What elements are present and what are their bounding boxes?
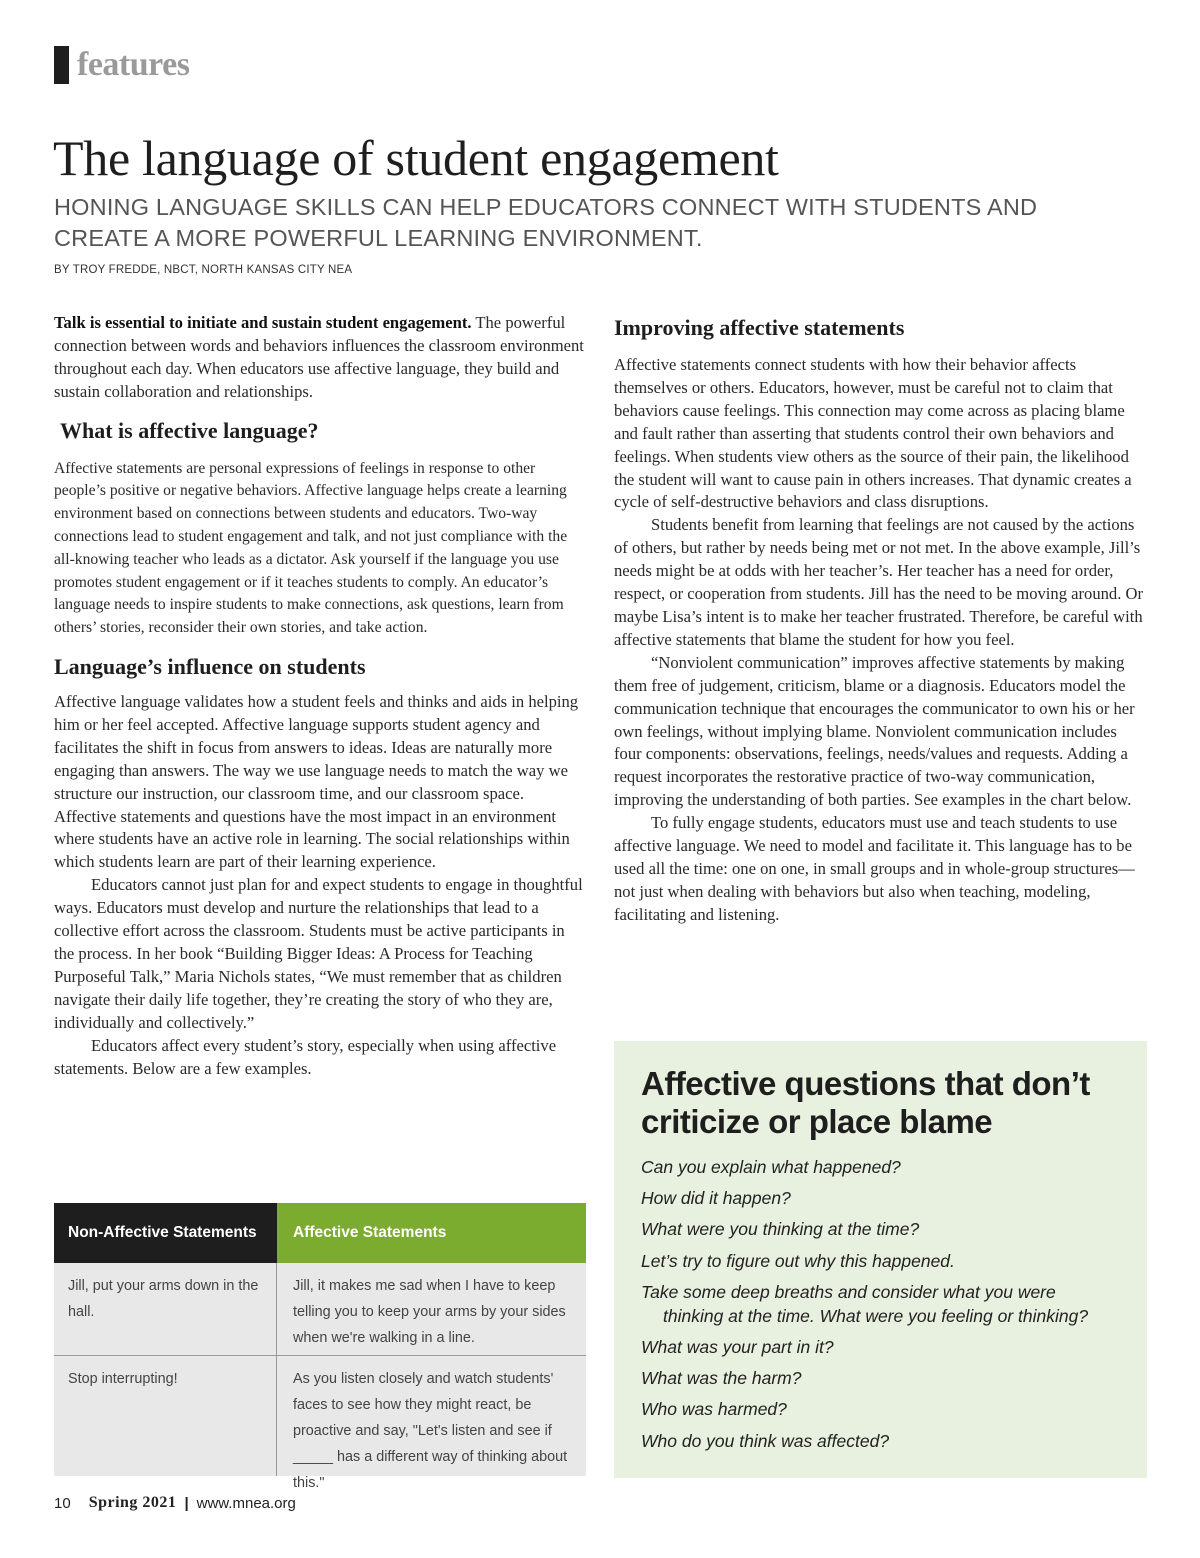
question-line: Take some deep breaths and consider what you were: [641, 1281, 1056, 1302]
heading-improving-affective-statements: Improving affective statements: [614, 315, 905, 340]
left-column: [54, 312, 587, 1080]
question-item: Can you explain what happened?: [641, 1157, 901, 1177]
table-row: [54, 1263, 586, 1356]
heading-language-influence: Language’s influence on students: [54, 654, 366, 679]
intro-paragraph: [54, 312, 587, 404]
question-item: [641, 1280, 1121, 1328]
intro-lead: Talk is essential to initiate and sustain student engagement.: [54, 313, 472, 332]
paragraph-influence-2: Educators cannot just plan for and expect students to engage in thoughtful ways. Educators must develop and nurture the relationships that lead to a collective effort across the classroom. Students must be active participants in the process. In her book “Building Bigger Ideas: A Process for Teaching Purposeful Talk,” Maria Nichols states, “We must remember that as children navigate their daily life together, they’re creating the story of who they are, individually and collectively.”: [54, 875, 583, 1032]
non-affective-cell: Stop interrupting!: [54, 1356, 277, 1476]
section-name: features: [77, 46, 190, 83]
footer-url[interactable]: www.mnea.org: [196, 1494, 296, 1512]
page-footer: [54, 1494, 296, 1512]
intro-body: The powerful connection between words and behaviors influences the classroom environment throughout each day. When educators use affective language, they build and sustain collaboration and relationships.: [54, 313, 584, 401]
paragraph-what-is-affective-language: Affective statements are personal expressions of feelings in response to other people’s positive or negative behaviors. Affective language helps create a learning environment based on connections between students and educators. Two-way connections lead to student engagement and talk, and not just compliance with the all-knowing teacher who leads as a dictator. Ask yourself if the language you use promotes student engagement or if it teaches students to comply. An educator’s language needs to inspire students to make connections, ask questions, learn from others’ stories, reconsider their own stories, and take action.: [54, 459, 568, 637]
affective-questions-sidebar: [614, 1041, 1147, 1478]
statements-table: [54, 1203, 586, 1491]
paragraph-improving-4: To fully engage students, educators must use and teach students to use affective language. We need to model and facilitate it. This language has to be used all the time: one on one, in small groups and in whole-group structures—not just when dealing with behaviors but also when teaching, modeling, facilitating and listening.: [614, 813, 1135, 924]
issue-label: Spring 2021: [88, 1494, 177, 1511]
header-affective: Affective Statements: [277, 1203, 586, 1263]
paragraph-improving-1: Affective statements connect students with how their behavior affects themselves or others. Educators, however, must be careful not to claim that behaviors cause feelings. This connection may come across as placing blame and fault rather than asserting that students control their own behaviors and feelings. When students view others as the source of their pain, the likelihood the student will want to cause pain in others increases. That dynamic creates a cycle of self-destructive behaviors and class disruptions.: [614, 355, 1132, 512]
question-item: Who was harmed?: [641, 1399, 787, 1420]
question-item: Who do you think was affected?: [641, 1430, 890, 1451]
question-item: What was the harm?: [641, 1368, 802, 1389]
paragraph-improving-3: “Nonviolent communication” improves affective statements by making them free of judgement, criticism, blame or a diagnosis. Educators model the communication technique that encourages the communicator to own his or her own feelings, without implying blame. Nonviolent communication includes four components: observations, feelings, needs/values and requests. Adding a request incorporates the restorative practice of two-way communication, improving the understanding of both parties. See examples in the chart below.: [614, 652, 1135, 810]
table-row: [54, 1356, 586, 1491]
non-affective-cell: Jill, put your arms down in the hall.: [54, 1263, 277, 1355]
question-item: What were you thinking at the time?: [641, 1219, 920, 1240]
right-column: [614, 312, 1148, 927]
heading-what-is-affective-language: What is affective language?: [60, 417, 319, 443]
sidebar-title: Affective questions that don’t criticize or place blame: [641, 1065, 1090, 1140]
article-subtitle: HONING LANGUAGE SKILLS CAN HELP EDUCATORS CONNECT WITH STUDENTS AND CREATE A MORE POWERFUL LEARNING ENVIRONMENT.: [54, 194, 1038, 251]
section-bar: [54, 46, 69, 84]
paragraph-improving-2: Students benefit from learning that feelings are not caused by the actions of others, but rather by needs being met or not met. In the above example, Jill’s needs might be at odds with her teacher’s. Her teacher has a need for order, respect, or cooperation from students. Jill has the need to be moving around. Or maybe Lisa’s intent is to make her teacher frustrated. Therefore, be careful with affective statements that blame the student for how you feel.: [614, 515, 1144, 649]
header-non-affective: Non-Affective Statements: [54, 1203, 277, 1263]
affective-cell: Jill, it makes me sad when I have to keep telling you to keep your arms by your sides when we're walking in a line.: [293, 1278, 566, 1346]
footer-separator: |: [184, 1494, 189, 1512]
question-item: How did it happen?: [641, 1188, 791, 1209]
paragraph-influence-3: Educators affect every student’s story, especially when using affective statements. Below are a few examples.: [54, 1035, 557, 1078]
page-number: 10: [54, 1494, 71, 1512]
question-item: Let’s try to figure out why this happened.: [641, 1250, 955, 1271]
paragraph-influence-1: Affective language validates how a student feels and thinks and aids in helping him or her feel accepted. Affective language supports student agency and facilitates the shift in focus from answers to ideas. Ideas are naturally more engaging than answers. The way we use language needs to match the way we structure our instruction, our classroom time, and our classroom space. Affective statements and questions have the most impact in an environment where students have an active role in learning. The social relationships within which students learn are part of their learning experience.: [54, 692, 579, 872]
affective-cell: As you listen closely and watch students' faces to see how they might react, be proactive and say, "Let's listen and see if _____ has a different way of thinking about this.": [293, 1371, 568, 1491]
question-item: What was your part in it?: [641, 1336, 834, 1357]
byline: BY TROY FREDDE, NBCT, NORTH KANSAS CITY NEA: [54, 264, 353, 276]
section-label: [54, 44, 189, 84]
table-header-row: [54, 1203, 586, 1263]
question-continuation: thinking at the time. What were you feeling or thinking?: [663, 1305, 1089, 1326]
article-title: The language of student engagement: [53, 130, 779, 186]
